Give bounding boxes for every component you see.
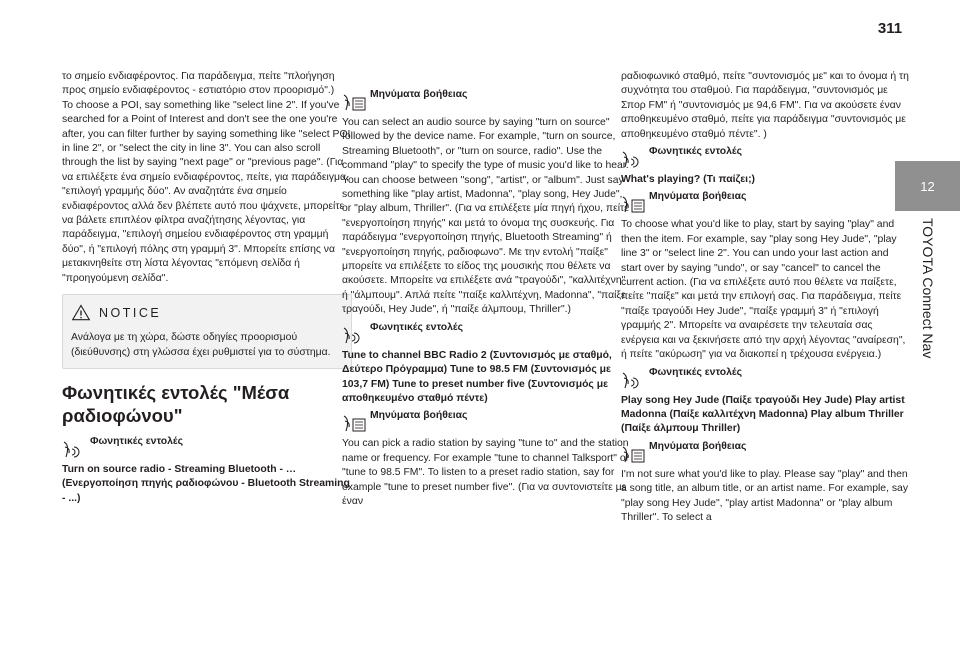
help-message-icon bbox=[621, 190, 645, 214]
help-messages-heading bbox=[342, 88, 632, 112]
voice-commands-heading bbox=[621, 145, 911, 169]
help-messages-heading bbox=[342, 409, 632, 433]
help-message-icon bbox=[621, 440, 645, 464]
voice-commands-label: Φωνητικές εντολές bbox=[649, 146, 743, 158]
voice-command-text: Tune to channel BBC Radio 2 (Συντονισμός με σταθμό, Δεύτερο Πρόγραμμα) Tune to 98.5 FM (Συντονισμός με 103,7 FM) Tune to preset number five (Συντονισμός με αποθηκευμένο σταθμό πέντε) bbox=[342, 349, 612, 404]
help-messages-label: Μηνύματα βοήθειας bbox=[370, 410, 468, 422]
paragraph: ραδιοφωνικό σταθμό, πείτε "συντονισμός με" και το όνομα ή τη συχνότητα του σταθμού. Για παράδειγμα, "συντονισμός με Σπορ FM" ή "συντονισμός με 94,6 FM". Για να ακούσετε έναν αποθηκευμένο σταθμό, πείτε για παράδειγμα "συντονισμός με αποθηκευμένο σταθμό πέντε". ) bbox=[621, 71, 909, 140]
voice-commands-label: Φωνητικές εντολές bbox=[649, 366, 743, 378]
help-message-icon bbox=[342, 88, 366, 112]
warning-icon bbox=[71, 303, 91, 323]
voice-commands-heading bbox=[342, 321, 632, 345]
column-3 bbox=[621, 70, 911, 525]
notice-text: Ανάλογα με τη χώρα, δώστε οδηγίες προορισμού (διεύθυνσης) στη γλώσσα έχει ρυθμιστεί για το σύστημα. bbox=[71, 332, 331, 358]
paragraph: To choose what you'd like to play, start by saying "play" and then the item. For example, say "play song Hey Jude", "play line 3" or "select line 2". You can undo your last action and start over by saying "undo", or say "cancel" to cancel the current action. (Για να επιλέξετε αυτό που θέλετε να παίξετε, πείτε "παίξε" και μετά την επιλογή σας. Για παράδειγμα, πείτε "παίξε τραγούδι Hey Jude", "παίξε γραμμή 3" ή "επιλογή γραμμής 2". Μπορείτε να αναιρέσετε την τελευταία σας ενέργεια και να ξεκινήσετε από την αρχή λέγοντας "αναίρεση", ή πείτε "ακύρωση" για να διακοπεί η τρέχουσα ενέργεια.) bbox=[621, 219, 906, 361]
voice-commands-heading bbox=[621, 366, 911, 390]
chapter-number: 12 bbox=[895, 161, 960, 211]
chapter-title: TOYOTA Connect Nav bbox=[920, 218, 936, 359]
paragraph: το σημείο ενδιαφέροντος. Για παράδειγμα, πείτε "πλοήγηση προς σημείο ενδιαφέροντος - εστιατόριο στον προορισμό".) bbox=[62, 71, 335, 97]
paragraph: You can pick a radio station by saying "tune to" and the station name or frequency. For example "tune to channel Talksport" or "tune to 98.5 FM". To listen to a preset radio station, say for example "tune to preset number five". (Για να συντονιστείτε με έναν bbox=[342, 438, 630, 507]
voice-commands-heading bbox=[62, 435, 352, 459]
help-messages-label: Μηνύματα βοήθειας bbox=[370, 89, 468, 100]
voice-commands-label: Φωνητικές εντολές bbox=[370, 321, 464, 333]
notice-label: NOTICE bbox=[99, 305, 162, 320]
column-2 bbox=[342, 88, 632, 509]
paragraph: You can select an audio source by saying "turn on source" followed by the device name. For example, "turn on source, Streaming Bluetooth", or "turn on source, radio". Use the command "play" to specify the type of music you'd like to hear. You can choose between "song", "artist", or "album". Just say something like "play artist, Madonna", "play song, Hey Jude", or "play album, Thriller". (Για να επιλέξετε μία πηγή ήχου, πείτε "ενεργοποίηση πηγής" και μετά το όνομα της συσκευής. Για παράδειγμα "ενεργοποίηση πηγής, Bluetooth Streaming" ή "ενεργοποίηση πηγής, ραδιοφωνο". Με την εντολή "παίξε" μπορείτε να επιλέξετε το είδος της μουσικής που θέλετε να ακούσετε. Μπορείτε να επιλέξετε ανά "τραγούδι", "καλλιτέχνη" ή "άλμπουμ". Απλά πείτε "παίξε καλλιτέχνη, Madonna", "παίξε τραγούδι, Hey Jude", ή "παίξε άλμπουμ, Thriller".) bbox=[342, 117, 629, 316]
help-messages-heading bbox=[621, 190, 911, 214]
column-1 bbox=[62, 70, 352, 506]
paragraph: To choose a POI, say something like "select line 2". If you've searched for a Point of Interest and don't see the one you're after, you can filter further by saying something like "select POI in line 2", or "select the city in line 3". You can also scroll through the list by saying "next page" or "previous page". (Για να επιλέξετε ένα σημείο ενδιαφέροντος, πείτε, για παράδειγμα, "επιλογή γραμμής δύο". Αν αναζητάτε ένα σημείο ενδιαφέροντος αλλά δεν βλέπετε αυτό που ψάχνετε, μπορείτε να βάλετε επιπλέον φίλτρα αναζήτησης λέγοντας, για παράδειγμα, "επιλογή σημείου ενδιαφέροντος στη γραμμή δύο", ή "επιλογή πόλης στη γραμμή 3". Μπορείτε επίσης να μετακινηθείτε στη λίστα λέγοντας "επόμενη σελίδα ή "προηγούμενη σελίδα". bbox=[62, 99, 351, 284]
voice-command-text: What's playing? (Τι παίζει;) bbox=[621, 174, 755, 186]
help-messages-heading bbox=[621, 440, 911, 464]
voice-command-icon bbox=[342, 321, 366, 345]
voice-command-text: Play song Hey Jude (Παίξε τραγούδι Hey Jude) Play artist Madonna (Παίξε καλλιτέχνη Madonna) Play album Thriller (Παίξε άλμπουμ Thriller) bbox=[621, 394, 905, 435]
page-number: 311 bbox=[877, 20, 903, 37]
voice-command-text: Turn on source radio - Streaming Bluetooth - … (Ενεργοποίηση πηγής ραδιοφώνου - Bluetooth Streaming - ...) bbox=[62, 463, 350, 504]
voice-command-icon bbox=[621, 145, 645, 169]
voice-commands-label: Φωνητικές εντολές bbox=[90, 435, 184, 447]
section-title: Φωνητικές εντολές "Μέσα ραδιοφώνου" bbox=[62, 381, 290, 426]
voice-command-icon bbox=[621, 366, 645, 390]
help-messages-label: Μηνύματα βοήθειας bbox=[649, 191, 747, 203]
paragraph: I'm not sure what you'd like to play. Please say "play" and then a song title, an album title, or an artist name. For example, say "play song Hey Jude", "play artist Madonna" or "play album Thriller". To select a bbox=[621, 468, 909, 523]
help-messages-label: Μηνύματα βοήθειας bbox=[649, 440, 747, 452]
voice-command-icon bbox=[62, 435, 86, 459]
help-message-icon bbox=[342, 409, 366, 433]
notice-box bbox=[62, 294, 352, 369]
notice-header bbox=[71, 303, 341, 323]
